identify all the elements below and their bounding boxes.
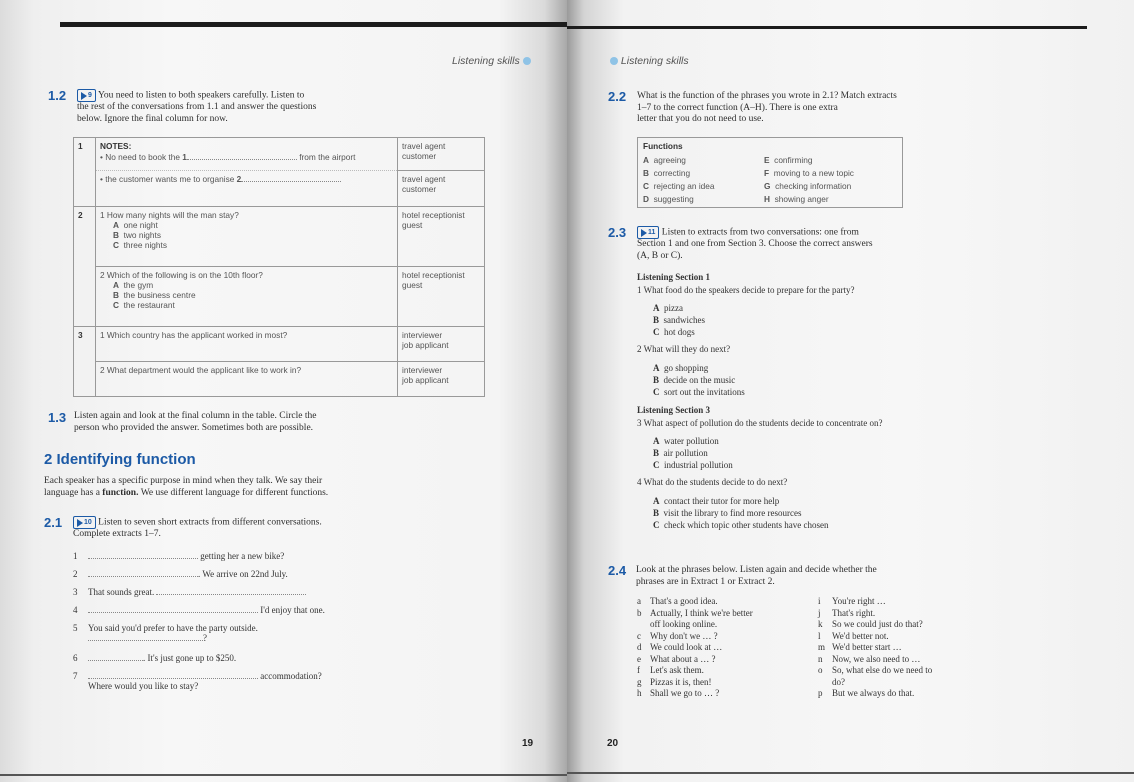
audio-track-11[interactable]: 11 xyxy=(637,226,659,239)
option-c[interactable]: C industrial pollution xyxy=(653,460,733,470)
section-1-title: Listening Section 1 xyxy=(637,272,711,282)
list-item[interactable]: n Now, we also need to … xyxy=(818,653,921,664)
table-row-number: 2 xyxy=(74,207,96,327)
exercise-1-2-number: 1.2 xyxy=(48,88,67,103)
top-rule-left xyxy=(60,22,567,27)
gap[interactable] xyxy=(88,678,258,679)
option-b[interactable]: B sandwiches xyxy=(653,315,706,325)
gap-2[interactable] xyxy=(241,181,341,182)
list-item[interactable]: p But we always do that. xyxy=(818,688,915,698)
top-rule-right xyxy=(567,26,1087,29)
option-c[interactable]: C hot dogs xyxy=(653,327,695,337)
functions-col-2: E confirming F moving to a new topic G checking information H showing anger xyxy=(764,155,854,204)
list-item[interactable]: l We'd better not. xyxy=(818,630,889,641)
option-b[interactable]: B decide on the music xyxy=(653,375,736,385)
question-1-options xyxy=(637,302,977,338)
exercise-1-3-instruction: Listen again and look at the final column in the table. Circle the person who provided the answer. Sometimes both are possible. xyxy=(74,411,317,433)
gap[interactable] xyxy=(156,594,306,595)
play-icon xyxy=(641,229,647,237)
notes-cell: NOTES: • No need to book the 1 from the airport xyxy=(96,138,398,171)
notes-table xyxy=(73,137,485,397)
question-4: 4 What do the students decide to do next? xyxy=(637,477,788,487)
list-item: 1 getting her a new bike? xyxy=(73,551,285,561)
option-b[interactable]: B air pollution xyxy=(653,448,708,458)
exercise-1-2-instruction: 9 You need to listen to both speakers carefully. Listen to the rest of the conversations from 1.1 and answer the questions below. Ignore the final column for now. xyxy=(77,90,317,124)
list-item: 5 You said you'd prefer to have the party outside. ? xyxy=(73,623,258,643)
exercise-1-3-number: 1.3 xyxy=(48,410,67,425)
list-item: 4 I'd enjoy that one. xyxy=(73,605,325,615)
list-item[interactable]: m We'd better start … xyxy=(818,642,902,652)
exercise-2-4-number: 2.4 xyxy=(608,563,627,578)
header-dot-icon xyxy=(523,57,531,65)
speaker-cell[interactable]: interviewer job applicant xyxy=(398,362,485,397)
section-2-title: 2 Identifying function xyxy=(44,451,196,468)
extract-list xyxy=(73,551,373,701)
audio-track-10[interactable]: 10 xyxy=(73,516,96,529)
speaker-cell[interactable]: travel agent customer xyxy=(398,171,485,207)
question-cell: 1 Which country has the applicant worked in most? xyxy=(96,327,398,362)
functions-title: Functions xyxy=(643,141,683,151)
list-item: 6 . It's just gone up to $250. xyxy=(73,653,237,663)
list-item[interactable]: c Why don't we … ? xyxy=(637,630,718,641)
page-number-left: 19 xyxy=(522,738,534,749)
option-c[interactable]: C check which topic other students have chosen xyxy=(653,520,829,530)
bottom-rule-left xyxy=(0,774,567,776)
list-item[interactable]: o So, what else do we need to do? xyxy=(818,665,933,687)
table-row-number: 3 xyxy=(74,327,96,397)
list-item[interactable]: h Shall we go to … ? xyxy=(637,688,720,698)
option-c[interactable]: C sort out the invitations xyxy=(653,387,745,397)
gap[interactable] xyxy=(88,576,198,577)
question-cell: 2 What department would the applicant like to work in? xyxy=(96,362,398,397)
exercise-2-2-instruction: What is the function of the phrases you wrote in 2.1? Match extracts 1–7 to the correct function (A–H). There is one extra letter that you do not need to use. xyxy=(637,91,897,124)
list-item: 7 accommodation? Where would you like to stay? xyxy=(73,671,322,691)
list-item[interactable]: e What about a … ? xyxy=(637,653,716,664)
speaker-cell[interactable]: hotel receptionist guest xyxy=(398,267,485,327)
list-item[interactable]: d We could look at … xyxy=(637,642,723,652)
question-cell: 1 How many nights will the man stay? A one night B two nights C three nights xyxy=(96,207,398,267)
question-3-options xyxy=(637,435,977,471)
section-3-title: Listening Section 3 xyxy=(637,405,711,415)
exercise-2-1-instruction: 10 Listen to seven short extracts from different conversations. Complete extracts 1–7. xyxy=(73,517,322,540)
exercise-2-3-instruction: 11 Listen to extracts from two conversations: one from Section 1 and one from Section 3. Choose the correct answers (A, B or C). xyxy=(637,227,873,261)
section-2-intro: Each speaker has a specific purpose in mind when they talk. We say their language has a function. We use different language for different functions. xyxy=(44,476,329,498)
exercise-2-2-number: 2.2 xyxy=(608,89,627,104)
question-1: 1 What food do the speakers decide to prepare for the party? xyxy=(637,285,855,295)
speaker-cell[interactable]: travel agent customer xyxy=(398,138,485,171)
question-2: 2 What will they do next? xyxy=(637,344,731,354)
list-item[interactable]: g Pizzas it is, then! xyxy=(637,676,712,687)
audio-track-9[interactable]: 9 xyxy=(77,89,96,102)
gap[interactable] xyxy=(88,558,198,559)
table-row-number: 1 xyxy=(74,138,96,207)
gap[interactable] xyxy=(88,640,203,641)
list-item[interactable]: i You're right … xyxy=(818,596,886,606)
bottom-rule-right xyxy=(567,772,1134,774)
functions-box xyxy=(637,137,903,208)
running-header-left: Listening skills xyxy=(452,55,531,67)
option-b[interactable]: B visit the library to find more resources xyxy=(653,508,802,518)
option-a[interactable]: A water pollution xyxy=(653,436,719,446)
question-2-options xyxy=(637,362,977,398)
option-a[interactable]: A contact their tutor for more help xyxy=(653,496,780,506)
gap-1[interactable] xyxy=(187,159,297,160)
list-item[interactable]: b Actually, I think we're better off looking online. xyxy=(637,607,753,629)
question-cell: 2 Which of the following is on the 10th floor? A the gym B the business centre C the restaurant xyxy=(96,267,398,327)
gap[interactable] xyxy=(88,612,258,613)
list-item: 2 . We arrive on 22nd July. xyxy=(73,569,288,579)
functions-col-1: A agreeing B correcting C rejecting an idea D suggesting xyxy=(643,155,715,204)
notes-cell: • the customer wants me to organise 2 xyxy=(96,171,398,207)
play-icon xyxy=(81,92,87,100)
phrases-left-column xyxy=(637,596,802,700)
speaker-cell[interactable]: hotel receptionist guest xyxy=(398,207,485,267)
running-header-right: Listening skills xyxy=(610,55,689,67)
option-a[interactable]: A pizza xyxy=(653,303,683,313)
speaker-cell[interactable]: interviewer job applicant xyxy=(398,327,485,362)
list-item: 3 That sounds great. xyxy=(73,587,373,605)
list-item[interactable]: j That's right. xyxy=(818,607,876,618)
exercise-2-4-instruction: Look at the phrases below. Listen again and decide whether the phrases are in Extract 1 or Extract 2. xyxy=(636,565,877,587)
question-4-options xyxy=(637,495,977,531)
list-item[interactable]: f Let's ask them. xyxy=(637,665,704,675)
header-dot-icon xyxy=(610,57,618,65)
list-item[interactable]: a That's a good idea. xyxy=(637,596,718,606)
page-number-right: 20 xyxy=(607,738,619,749)
list-item[interactable]: k So we could just do that? xyxy=(818,619,923,629)
exercise-2-3-number: 2.3 xyxy=(608,225,627,240)
exercise-2-3-questions xyxy=(637,272,977,531)
play-icon xyxy=(77,519,83,527)
option-a[interactable]: A go shopping xyxy=(653,363,709,373)
gap[interactable] xyxy=(88,660,143,661)
question-3: 3 What aspect of pollution do the students decide to concentrate on? xyxy=(637,418,883,428)
phrases-right-column xyxy=(818,596,978,700)
exercise-2-1-number: 2.1 xyxy=(44,515,63,530)
